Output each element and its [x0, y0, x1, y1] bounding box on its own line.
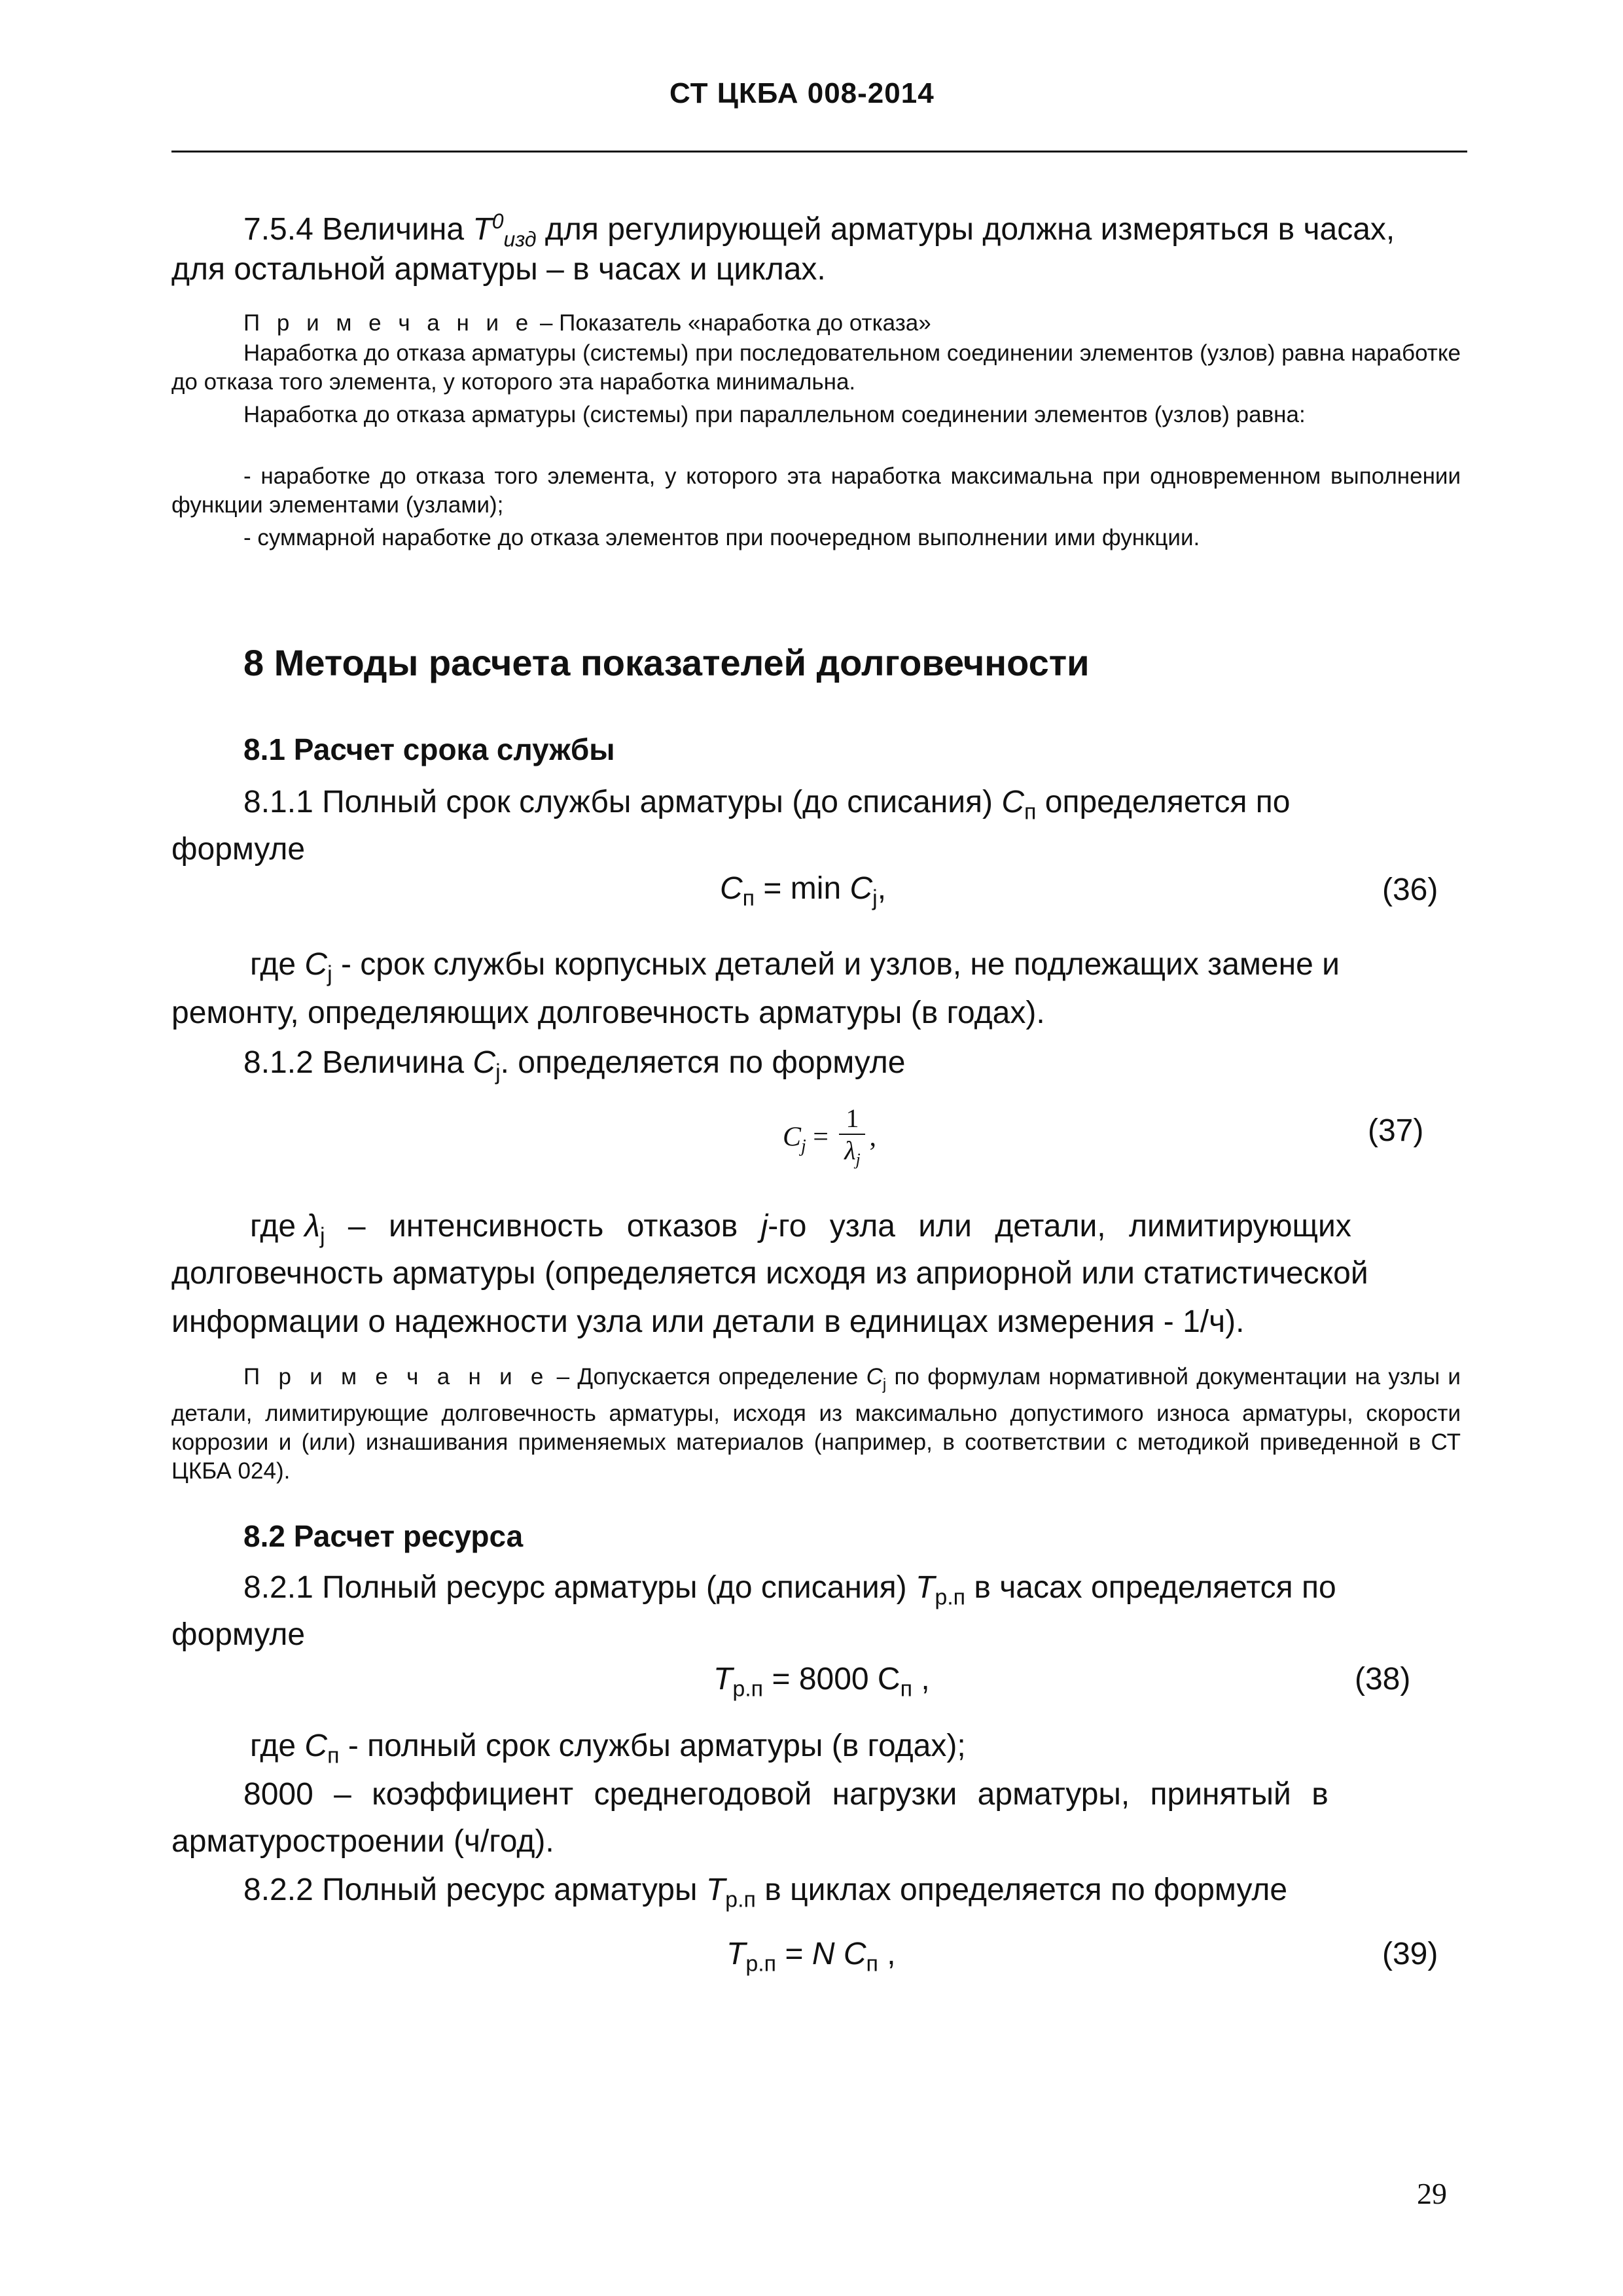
- p811-a: 8.1.1 Полный срок службы арматуры (до списания): [243, 785, 1002, 819]
- formula-38: [713, 1656, 930, 1713]
- formula-37-number: (37): [1368, 1113, 1424, 1148]
- p754-lead: 7.5.4 Величина: [243, 212, 473, 247]
- paragraph-coefficient: 8000 – коэффициент среднегодовой нагрузки арматуры, принятый в: [243, 1777, 1329, 1812]
- p812-a: 8.1.2 Величина: [243, 1045, 473, 1080]
- p754-sup: 0: [491, 209, 504, 233]
- paragraph-8-1-1-line2: формуле: [171, 832, 306, 867]
- p811-sub: п: [1024, 799, 1037, 825]
- where2-j: j: [760, 1209, 768, 1244]
- formula-36-number: (36): [1382, 872, 1438, 907]
- f37-eq: =: [806, 1122, 836, 1153]
- p754-sub: изд: [503, 227, 537, 251]
- paragraph-7-5-4-line2: для остальной арматуры – в часах и циклах.: [171, 252, 826, 287]
- header-rule: [171, 151, 1467, 152]
- f36-mid: = min: [755, 871, 850, 906]
- paragraph-where-cj-line2: ремонту, определяющих долговечность арматуры (в годах).: [171, 996, 1045, 1030]
- note1-paragraph-2: Наработка до отказа арматуры (системы) при параллельном соединении элементов (узлов) равна:: [243, 402, 1306, 427]
- paragraph-8-1-2: [243, 1039, 1461, 1096]
- section-8-2-heading: 8.2 Расчет ресурса: [243, 1519, 524, 1553]
- note2-label: П р и м е ч а н и е: [243, 1364, 549, 1390]
- where2-a: где: [250, 1209, 305, 1244]
- where1-b: - срок службы корпусных деталей и узлов, не подлежащих замене и: [332, 947, 1340, 982]
- f38-sub: р.п: [732, 1676, 764, 1702]
- paragraph-where-lambda-line3: информации о надежности узла или детали в единицах измерения - 1/ч).: [171, 1304, 1245, 1339]
- formula-36: [720, 865, 886, 922]
- p812-symbol: C: [473, 1045, 496, 1080]
- section-8-heading: 8 Методы расчета показателей долговечности: [243, 642, 1090, 683]
- note2-symbol: C: [866, 1364, 883, 1390]
- f39-symbol: T: [726, 1937, 746, 1971]
- where1-symbol: C: [304, 947, 328, 982]
- where3-a: где: [250, 1729, 305, 1763]
- paragraph-8-2-2: [243, 1867, 1461, 1924]
- f38-symbol: T: [713, 1662, 733, 1696]
- where1-sub: j: [327, 961, 332, 987]
- f37-denominator: [839, 1135, 865, 1175]
- p821-symbol: T: [915, 1570, 935, 1605]
- f36-end: ,: [877, 871, 887, 906]
- note1-title: – Показатель «наработка до отказа»: [533, 310, 931, 336]
- f36-lhs-sub: п: [742, 886, 755, 911]
- section-8-1-heading: 8.1 Расчет срока службы: [243, 732, 615, 766]
- note2-sub: j: [882, 1376, 887, 1393]
- p822-a: 8.2.2 Полный ресурс арматуры: [243, 1873, 706, 1907]
- f37-lhs: C: [783, 1122, 802, 1153]
- f38-end: ,: [912, 1662, 930, 1696]
- f36-symbol: C: [849, 871, 873, 906]
- p811-b: определяется по: [1036, 785, 1291, 819]
- formula-38-number: (38): [1355, 1662, 1411, 1696]
- p821-b: в часах определяется по: [965, 1570, 1336, 1605]
- f39-N: N: [812, 1937, 835, 1971]
- note1-bullet-2: - суммарной наработке до отказа элементов при поочередном выполнении ими функции.: [243, 525, 1200, 550]
- paragraph-8-2-1-line2: формуле: [171, 1617, 306, 1652]
- f39-C: C: [834, 1937, 866, 1971]
- formula-39: [726, 1931, 896, 1988]
- where3-symbol: C: [304, 1729, 328, 1763]
- paragraph-where-lambda-line2: долговечность арматуры (определяется исходя из априорной или статистической: [171, 1256, 1368, 1291]
- formula-37: [783, 1103, 876, 1175]
- f39-end: ,: [878, 1937, 896, 1971]
- note1-heading: [243, 309, 1461, 338]
- note2-a: – Допускается определение: [548, 1364, 866, 1390]
- f39-C-sub: п: [866, 1951, 878, 1977]
- f37-den-sub: j: [855, 1150, 861, 1169]
- f37-lhs-sub: j: [801, 1136, 806, 1157]
- f36-lhs: C: [720, 871, 743, 906]
- f39-sub: р.п: [745, 1951, 777, 1977]
- paragraph-8-1-1: [243, 779, 1461, 836]
- document-header: СТ ЦКБА 008-2014: [669, 77, 935, 109]
- page-number: 29: [1417, 2177, 1447, 2210]
- f36-sub: j: [872, 886, 878, 911]
- where2-c: -го узла или детали, лимитирующих: [768, 1209, 1351, 1244]
- paragraph-coefficient-line2: арматуростроении (ч/год).: [171, 1824, 554, 1859]
- where2-sub: j: [320, 1223, 325, 1249]
- where1-a: где: [250, 947, 305, 982]
- note2-b: по формулам нормативной документации на узлы и детали, лимитирующие долговечность арматуры, исходя из максимально допустимого износа арматуры, скорости коррозии и (или) изнашивания применяемых материалов (например, в соответствии с методикой приведенной в СТ ЦКБА 024).: [171, 1364, 1461, 1484]
- p812-b: . определяется по формуле: [500, 1045, 906, 1080]
- f37-den-lambda: λ: [844, 1136, 856, 1165]
- f39-eq: =: [776, 1937, 812, 1971]
- f37-numerator: 1: [839, 1103, 865, 1135]
- note2: [171, 1363, 1461, 1486]
- p821-a: 8.2.1 Полный ресурс арматуры (до списания): [243, 1570, 916, 1605]
- note1-label: П р и м е ч а н и е: [243, 310, 534, 336]
- p812-sub: j: [495, 1060, 501, 1085]
- p822-b: в циклах определяется по формуле: [755, 1873, 1288, 1907]
- formula-39-number: (39): [1382, 1937, 1438, 1971]
- p822-symbol: T: [705, 1873, 726, 1907]
- note1-bullet-1: - наработке до отказа того элемента, у которого эта наработка максимальна при одновременном выполнении функции элементами (узлами);: [171, 463, 1461, 518]
- p754-rest: для регулирующей арматуры должна измеряться в часах,: [536, 212, 1395, 247]
- f37-end: ,: [869, 1122, 876, 1153]
- p811-symbol: C: [1001, 785, 1025, 819]
- f38-rhs-sub: п: [900, 1676, 913, 1702]
- where2-b: – интенсивность отказов: [325, 1209, 761, 1244]
- p754-symbol: T: [473, 212, 492, 247]
- p822-sub: р.п: [725, 1887, 756, 1912]
- where3-sub: п: [327, 1743, 340, 1768]
- f38-rhs: = 8000 С: [763, 1662, 901, 1696]
- p821-sub: р.п: [935, 1585, 966, 1610]
- paragraph-8-2-1: [243, 1564, 1461, 1621]
- note1-paragraph-1: Наработка до отказа арматуры (системы) при последовательном соединении элементов (узлов) равна наработке до отказа того элемента, у которого эта наработка минимальна.: [171, 340, 1461, 395]
- f37-fraction: [839, 1103, 865, 1175]
- where3-b: - полный срок службы арматуры (в годах);: [339, 1729, 966, 1763]
- where2-symbol: λ: [304, 1209, 321, 1244]
